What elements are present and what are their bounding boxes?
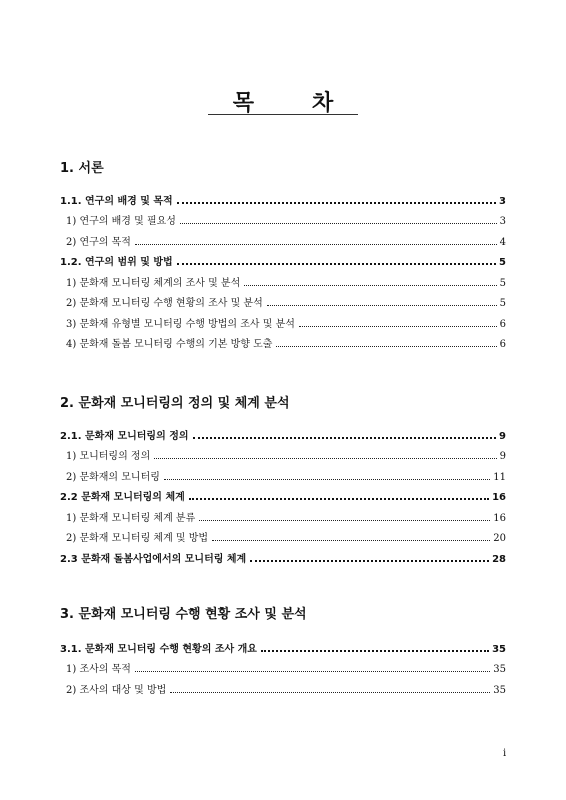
toc-subsection-entry[interactable] [60,681,506,697]
toc-entry-label: 1) 연구의 배경 및 필요성 [66,216,176,227]
chapter-heading-1: 1. 서론 [60,161,104,176]
toc-entry-label: 1.2. 연구의 범위 및 방법 [60,257,173,268]
toc-subsection-entry[interactable] [60,274,506,290]
dot-leader [177,202,496,204]
toc-page-number: 9 [499,451,506,462]
dot-leader [276,346,496,347]
toc-page-number: 35 [492,644,506,655]
toc-page-number: 6 [499,319,506,330]
toc-subsection-entry[interactable] [60,529,506,545]
toc-entry-label: 1) 조사의 목적 [66,664,131,675]
toc-section-entry[interactable] [60,427,506,443]
toc-page-number: 3 [499,196,506,207]
chapter-heading-2: 2. 문화재 모니터링의 정의 및 체계 분석 [60,396,290,411]
title-underline [208,114,358,115]
page-number: i [503,748,507,759]
dot-leader [135,244,497,245]
dot-leader [193,437,496,439]
toc-page-number: 4 [499,237,506,248]
toc-section-entry[interactable] [60,488,506,504]
dot-leader [299,326,497,327]
toc-page-number: 5 [499,257,506,268]
toc-entry-label: 1) 모니터링의 정의 [66,451,151,462]
toc-entry-label: 1.1. 연구의 배경 및 목적 [60,196,173,207]
toc-entry-label: 2.2 문화재 모니터링의 체계 [60,492,185,503]
toc-page-number: 20 [493,533,506,544]
toc-entry-label: 2.3 문화재 돌봄사업에서의 모니터링 체계 [60,554,247,565]
toc-entry-label: 3) 문화재 유형별 모니터링 수행 방법의 조사 및 분석 [66,319,295,330]
toc-page-number: 5 [499,298,506,309]
dot-leader [154,458,496,459]
toc-section-entry[interactable] [60,550,506,566]
dot-leader [267,305,497,306]
toc-page-number: 3 [499,216,506,227]
toc-page-number: 35 [493,664,506,675]
title-char-2: 차 [312,91,334,116]
toc-page-number: 16 [493,513,506,524]
toc-page-number: 6 [499,339,506,350]
toc-entry-label: 2) 조사의 대상 및 방법 [66,685,167,696]
toc-subsection-entry[interactable] [60,509,506,525]
toc-entry-label: 1) 문화재 모니터링 체계 분류 [66,513,196,524]
chapter-heading-3: 3. 문화재 모니터링 수행 현황 조사 및 분석 [60,607,307,622]
toc-page-number: 35 [493,685,506,696]
toc-entry-label: 1) 문화재 모니터링 체계의 조사 및 분석 [66,278,241,289]
toc-entry-label: 2) 문화재 모니터링 체계 및 방법 [66,533,209,544]
toc-page-number: 28 [492,554,506,565]
dot-leader [170,692,490,693]
toc-section-entry[interactable] [60,640,506,656]
toc-subsection-entry[interactable] [60,212,506,228]
toc-subsection-entry[interactable] [60,315,506,331]
toc-page-number: 11 [493,472,506,483]
toc-page-number: 16 [492,492,506,503]
page-title [0,86,566,117]
toc-section-entry[interactable] [60,192,506,208]
title-char-1: 목 [232,91,254,116]
toc-subsection-entry[interactable] [60,294,506,310]
toc-subsection-entry[interactable] [60,233,506,249]
toc-page-number: 5 [499,278,506,289]
toc-subsection-entry[interactable] [60,468,506,484]
dot-leader [180,223,497,224]
dot-leader [199,520,490,521]
toc-entry-label: 2) 문화재의 모니터링 [66,472,160,483]
dot-leader [164,479,490,480]
dot-leader [250,560,489,562]
toc-subsection-entry[interactable] [60,660,506,676]
dot-leader [212,540,490,541]
toc-entry-label: 3.1. 문화재 모니터링 수행 현황의 조사 개요 [60,644,257,655]
toc-page-number: 9 [499,431,506,442]
dot-leader [244,285,496,286]
dot-leader [177,263,496,265]
toc-subsection-entry[interactable] [60,335,506,351]
toc-entry-label: 2.1. 문화재 모니터링의 정의 [60,431,189,442]
toc-subsection-entry[interactable] [60,447,506,463]
dot-leader [189,498,489,500]
toc-section-entry[interactable] [60,253,506,269]
toc-entry-label: 2) 문화재 모니터링 수행 현황의 조사 및 분석 [66,298,263,309]
toc-entry-label: 4) 문화재 돌봄 모니터링 수행의 기본 방향 도출 [66,339,273,350]
dot-leader [261,650,489,652]
dot-leader [135,671,490,672]
toc-entry-label: 2) 연구의 목적 [66,237,131,248]
